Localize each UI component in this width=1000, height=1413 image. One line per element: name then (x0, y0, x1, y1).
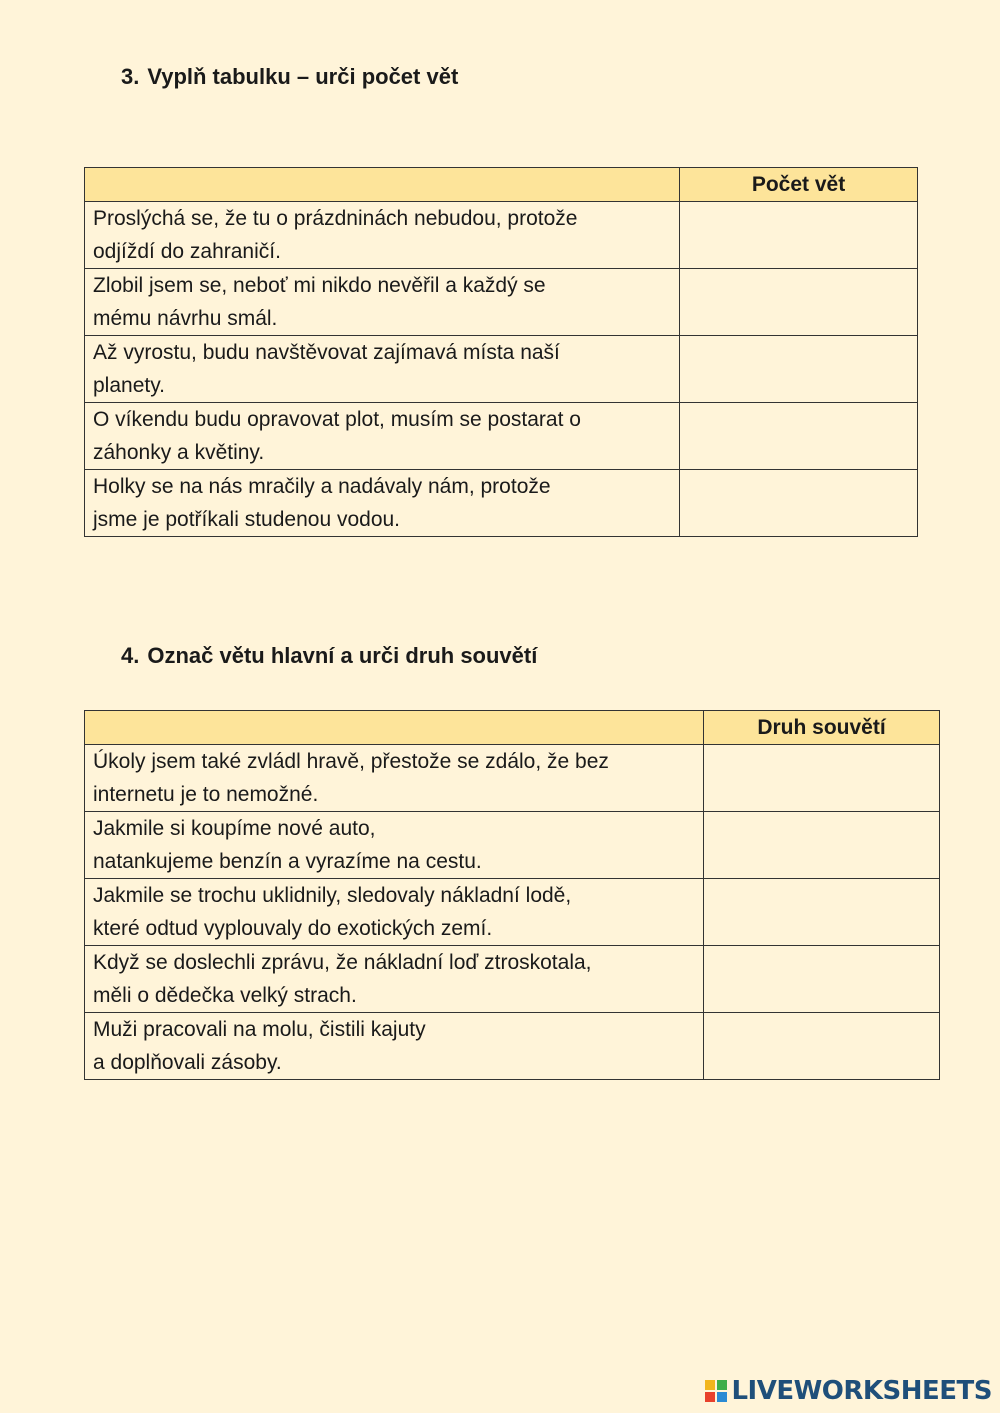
column-header-compound-type: Druh souvětí (704, 711, 940, 745)
sentence-cell[interactable]: Muži pracovali na molu, čistili kajuty a doplňovali zásoby. (85, 1013, 704, 1080)
sentence-count-answer-cell[interactable] (680, 470, 918, 537)
compound-type-answer-cell[interactable] (704, 1013, 940, 1080)
logo-square (705, 1392, 715, 1402)
sentence-count-answer-cell[interactable] (680, 202, 918, 269)
table-row (85, 336, 918, 403)
sentence-cell: O víkendu budu opravovat plot, musím se postarat o záhonky a květiny. (85, 403, 680, 470)
compound-type-answer-cell[interactable] (704, 812, 940, 879)
sentence-count-table (84, 167, 918, 537)
section-4-number: 4. (121, 643, 140, 668)
sentence-count-answer-cell[interactable] (680, 336, 918, 403)
compound-type-answer-cell[interactable] (704, 946, 940, 1013)
sentence-count-answer-cell[interactable] (680, 403, 918, 470)
sentence-cell[interactable]: Úkoly jsem také zvládl hravě, přestože se zdálo, že bez internetu je to nemožné. (85, 745, 704, 812)
sentence-cell: Zlobil jsem se, neboť mi nikdo nevěřil a každý se mému návrhu smál. (85, 269, 680, 336)
table-row (85, 879, 940, 946)
table-row (85, 269, 918, 336)
section-4-title: Označ větu hlavní a urči druh souvětí (147, 643, 538, 668)
sentence-cell[interactable]: Jakmile se trochu uklidnily, sledovaly nákladní lodě, které odtud vyplouvaly do exotických zemí. (85, 879, 704, 946)
table-row (85, 946, 940, 1013)
sentence-cell: Holky se na nás mračily a nadávaly nám, protože jsme je potříkali studenou vodou. (85, 470, 680, 537)
table-row (85, 812, 940, 879)
logo-text: LIVEWORKSHEETS (731, 1376, 992, 1406)
sentence-count-answer-cell[interactable] (680, 269, 918, 336)
liveworksheets-logo (705, 1376, 992, 1406)
table-row (85, 470, 918, 537)
logo-square (717, 1392, 727, 1402)
sentence-cell[interactable]: Když se doslechli zprávu, že nákladní loď ztroskotala, měli o dědečka velký strach. (85, 946, 704, 1013)
logo-square (705, 1380, 715, 1390)
table-header-row (85, 711, 940, 745)
compound-sentence-type-table (84, 710, 940, 1080)
section-3-number: 3. (121, 64, 140, 89)
section-3-title: Vyplň tabulku – urči počet vět (147, 64, 459, 89)
table-row (85, 403, 918, 470)
sentence-cell: Proslýchá se, že tu o prázdninách nebudou, protože odjíždí do zahraničí. (85, 202, 680, 269)
section-4-heading (121, 642, 537, 670)
logo-square (717, 1380, 727, 1390)
section-3-heading (121, 63, 458, 91)
table-row (85, 1013, 940, 1080)
table-header-empty-cell (85, 168, 680, 202)
table-header-empty-cell (85, 711, 704, 745)
column-header-sentence-count: Počet vět (680, 168, 918, 202)
table-header-row (85, 168, 918, 202)
liveworksheets-logo-icon (705, 1380, 727, 1402)
table-row (85, 202, 918, 269)
compound-type-answer-cell[interactable] (704, 879, 940, 946)
table-row (85, 745, 940, 812)
compound-type-answer-cell[interactable] (704, 745, 940, 812)
sentence-cell[interactable]: Jakmile si koupíme nové auto, natankujeme benzín a vyrazíme na cestu. (85, 812, 704, 879)
sentence-cell: Až vyrostu, budu navštěvovat zajímavá místa naší planety. (85, 336, 680, 403)
